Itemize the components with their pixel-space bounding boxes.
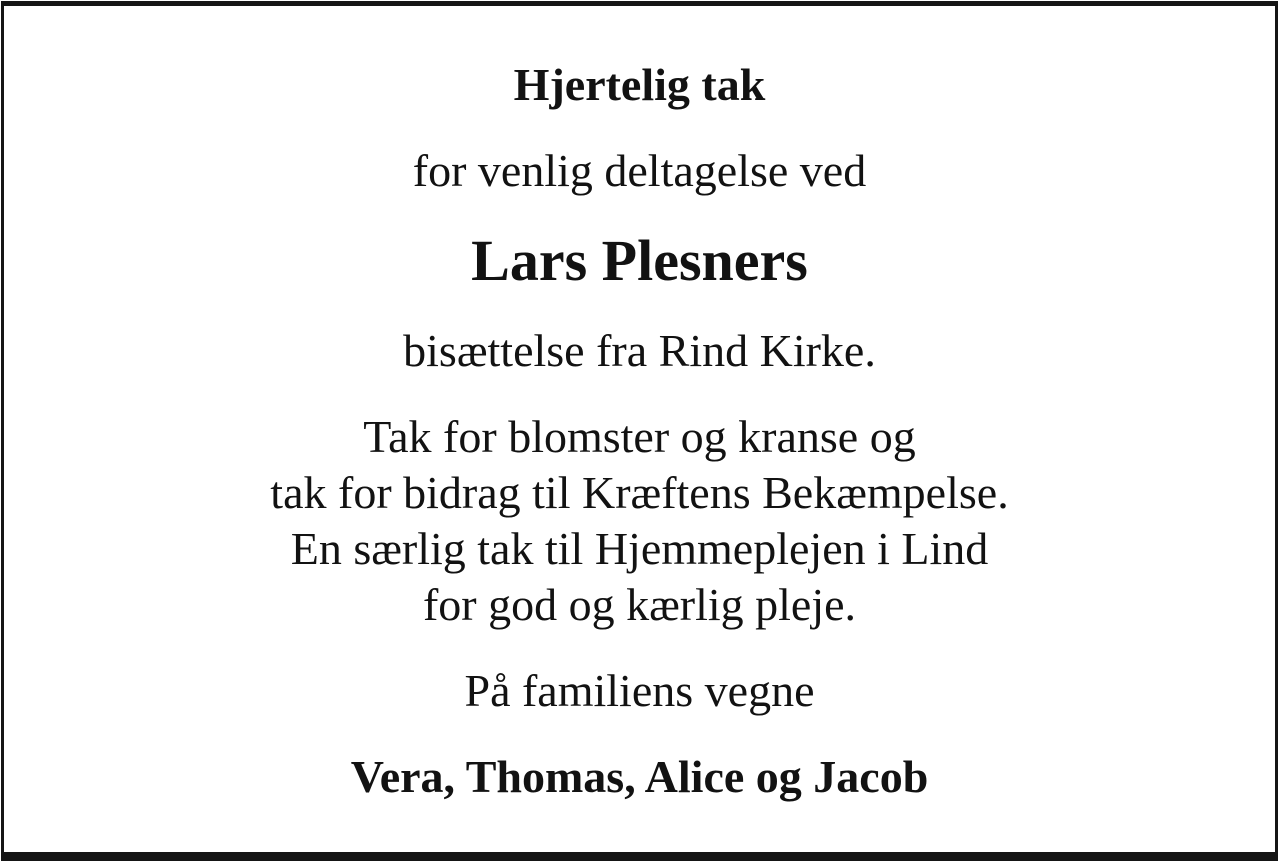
thanks-line-2: tak for bidrag til Kræftens Bekæmpelse.: [270, 467, 1009, 518]
notice-border-frame: [1, 1, 1278, 861]
deceased-name: Lars Plesners: [471, 228, 808, 293]
notice-subtitle: for venlig deltagelse ved: [412, 145, 867, 196]
thanks-line-1: Tak for blomster og kranse og: [363, 411, 916, 462]
on-behalf-line: På familiens vegne: [464, 665, 815, 716]
thanks-line-3: En særlig tak til Hjemmeplejen i Lind: [290, 523, 989, 574]
thanks-line-4: for god og kærlig pleje.: [422, 579, 857, 630]
ceremony-line: bisættelse fra Rind Kirke.: [403, 325, 876, 376]
family-names: Vera, Thomas, Alice og Jacob: [350, 751, 929, 802]
thanks-paragraph: [270, 409, 1008, 633]
notice-title: Hjertelig tak: [513, 59, 766, 110]
